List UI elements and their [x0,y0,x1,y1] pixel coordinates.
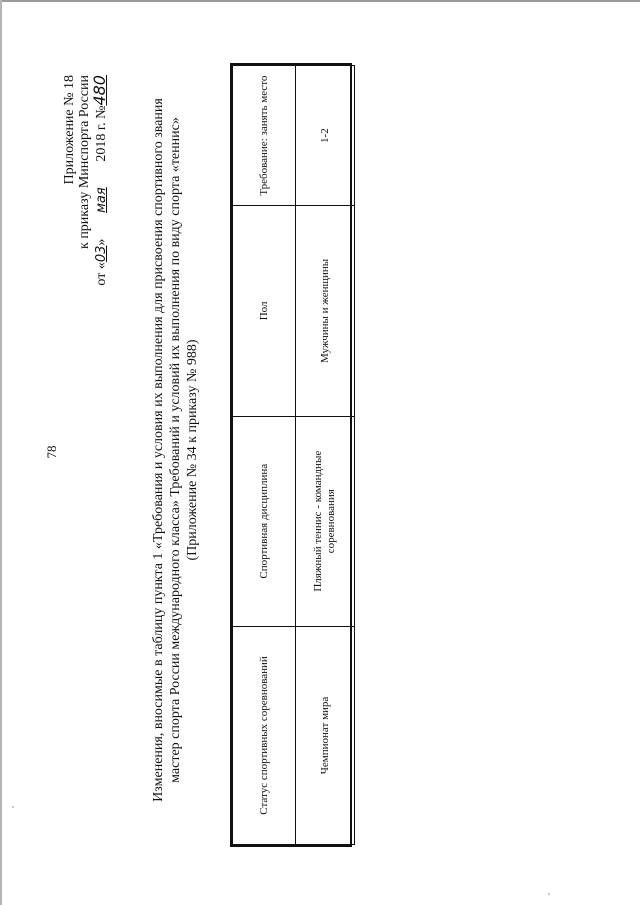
header-gender: Пол [233,206,296,416]
header-competition-status: Статус спортивных соревнований [233,626,296,844]
appendix-date-line [92,75,107,345]
date-month: мая [94,187,109,213]
table-header-row [233,66,296,845]
appendix-order-ref: к приказу Минспорта России [77,75,92,249]
document-heading [150,65,201,835]
date-mid: » [94,238,109,246]
page-number: 78 [44,445,59,459]
appendix-block [62,75,107,345]
cell-competition-status: Чемпионат мира [296,626,355,844]
heading-line-1: Изменения, вносимые в таблицу пункта 1 «Требования и условия их выполнения для присвоения спортивного звания [151,98,166,802]
heading-line-3: (Приложение № 34 к приказу № 988) [185,339,200,561]
header-sport-discipline: Спортивная дисциплина [233,416,296,626]
requirements-table [232,65,355,845]
cell-gender: Мужчины и женщины [296,206,355,416]
cell-sport-discipline: Пляжный теннис - командные соревнования [296,416,355,626]
appendix-title: Приложение № 18 [62,75,77,185]
heading-line-2: мастер спорта России международного класса» Требований и условий их выполнения по виду спорта «теннис» [168,117,183,783]
date-year: 2018 г. № [94,105,109,162]
date-day: 03 [94,245,109,263]
scan-speck [12,806,14,808]
order-number: 480 [90,75,109,106]
table-row [296,66,355,845]
header-place-requirement: Требование: занять место [233,66,296,206]
date-prefix: от « [94,262,109,286]
cell-place-requirement: 1-2 [296,66,355,206]
scan-speck [548,893,550,895]
